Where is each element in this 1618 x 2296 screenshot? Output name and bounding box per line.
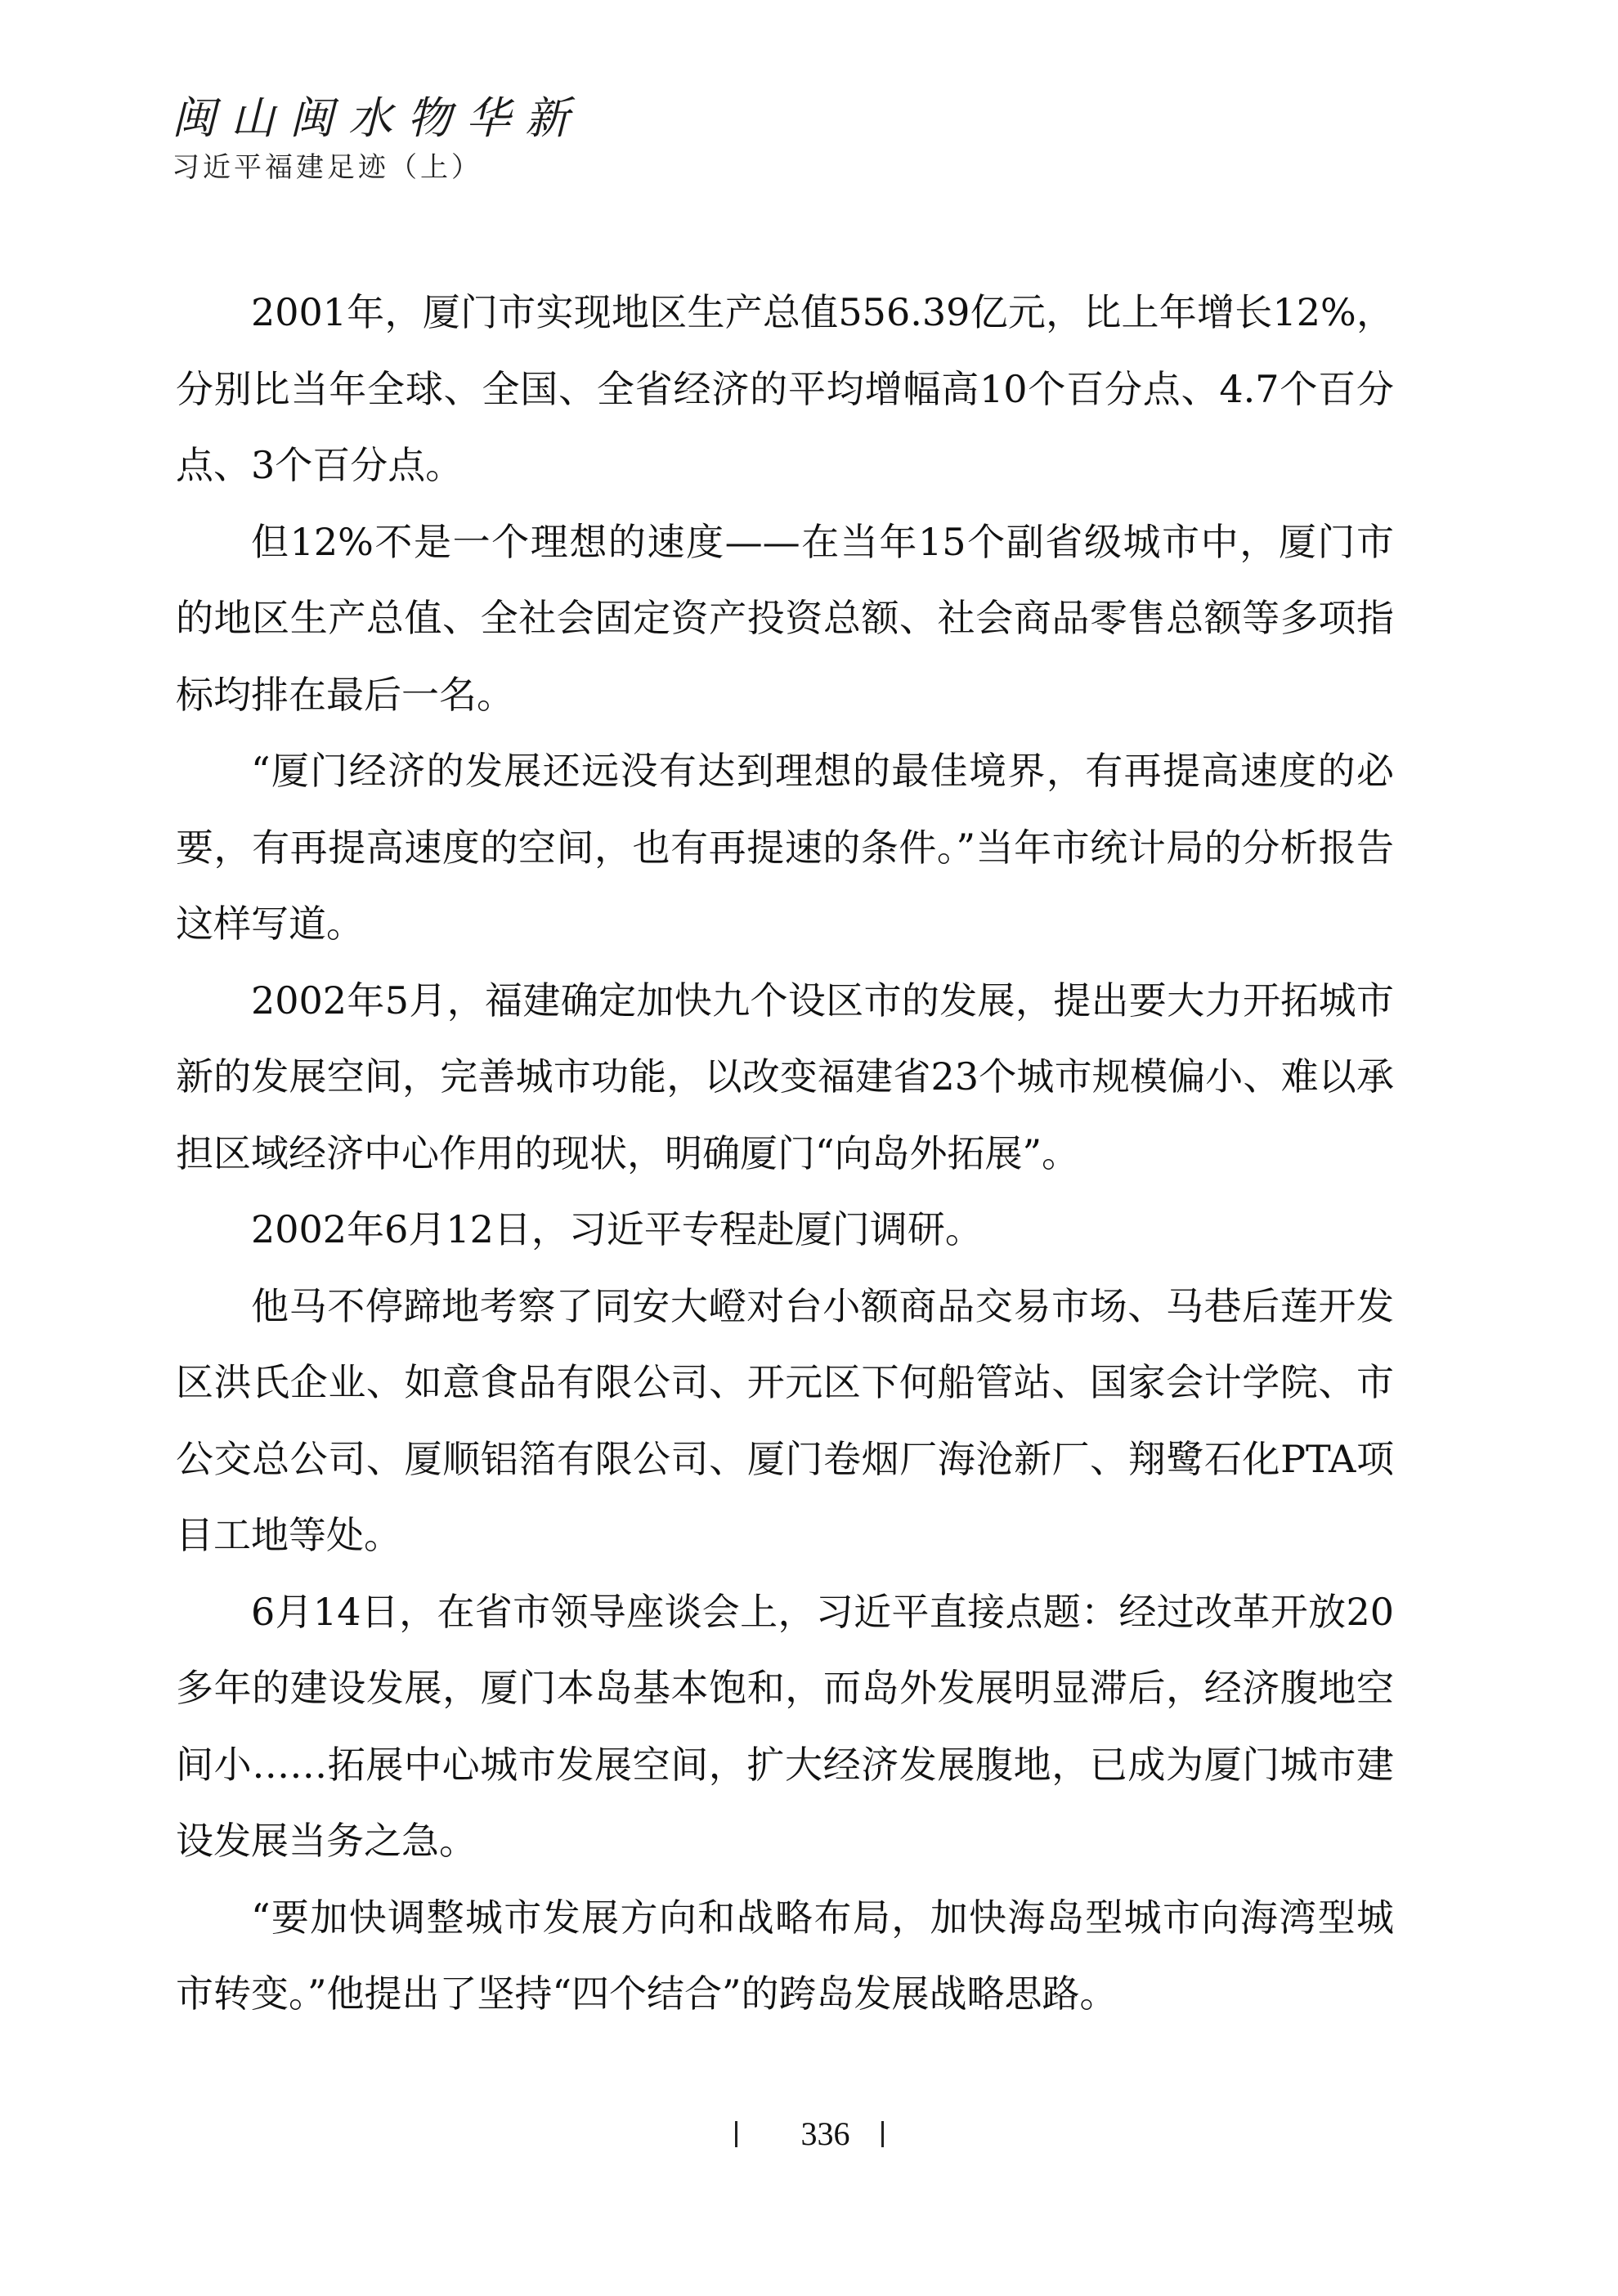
- page-number: 336: [800, 2115, 850, 2152]
- paragraph: 6月14日，在省市领导座谈会上，习近平直接点题：经过改革开放20多年的建设发展，厦门本岛基本饱和，而岛外发展明显滞后，经济腹地空间小……拓展中心城市发展空间，扩大经济发展腹地，已成为厦门城市建设发展当务之急。: [176, 1589, 1394, 1863]
- paragraph: 但12%不是一个理想的速度——在当年15个副省级城市中，厦门市的地区生产总值、全社会固定资产投资总额、社会商品零售总额等多项指标均排在最后一名。: [176, 519, 1394, 717]
- paragraph: 2002年6月12日，习近平专程赴厦门调研。: [251, 1207, 983, 1251]
- paragraph: 2002年5月，福建确定加快九个设区市的发展，提出要大力开拓城市新的发展空间，完善城市功能，以改变福建省23个城市规模偏小、难以承担区域经济中心作用的现状，明确厦门“向岛外拓展”。: [176, 978, 1394, 1175]
- paragraph: “厦门经济的发展还远没有达到理想的最佳境界，有再提高速度的必要，有再提高速度的空间，也有再提速的条件。”当年市统计局的分析报告这样写道。: [176, 749, 1394, 946]
- footer-divider-left: [735, 2121, 737, 2147]
- page-footer: [0, 2110, 1618, 2155]
- running-header: [172, 90, 744, 186]
- paragraph: 他马不停蹄地考察了同安大嶝对台小额商品交易市场、马巷后莲开发区洪氏企业、如意食品有限公司、开元区下何船管站、国家会计学院、市公交总公司、厦顺铝箔有限公司、厦门卷烟厂海沧新厂、翔鹭石化PTA项目工地等处。: [176, 1283, 1394, 1557]
- book-subtitle: 习近平福建足迹（上）: [172, 151, 482, 184]
- book-title: 闽山闽水物华新: [172, 92, 584, 144]
- body-text: [176, 275, 1394, 2033]
- footer-divider-right: [881, 2121, 884, 2147]
- paragraph: 2001年，厦门市实现地区生产总值556.39亿元，比上年增长12%，分别比当年全球、全国、全省经济的平均增幅高10个百分点、4.7个百分点、3个百分点。: [176, 290, 1394, 487]
- paragraph: “要加快调整城市发展方向和战略布局，加快海岛型城市向海湾型城市转变。”他提出了坚持“四个结合”的跨岛发展战略思路。: [176, 1895, 1394, 2016]
